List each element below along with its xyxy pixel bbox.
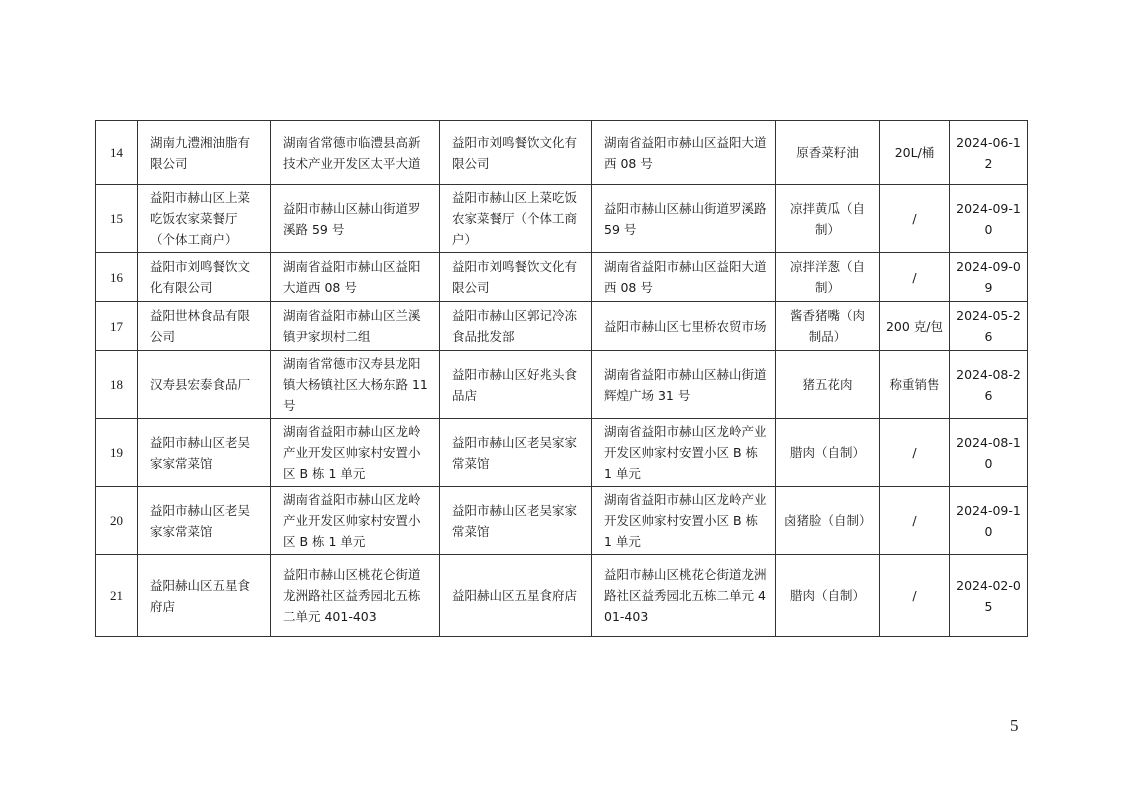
producer-address: 湖南省常德市临澧县高新技术产业开发区太平大道 xyxy=(271,121,440,185)
production-date: 2024-08-26 xyxy=(950,351,1028,419)
sampled-unit-name: 益阳市赫山区老吴家家常菜馆 xyxy=(440,487,592,555)
row-number: 15 xyxy=(96,185,138,253)
product-spec: 200 克/包 xyxy=(880,302,950,351)
row-number: 18 xyxy=(96,351,138,419)
producer-name: 汉寿县宏泰食品厂 xyxy=(138,351,271,419)
table-row xyxy=(96,253,1028,302)
row-number: 21 xyxy=(96,555,138,637)
producer-address: 益阳市赫山区赫山街道罗溪路 59 号 xyxy=(271,185,440,253)
sampled-unit-name: 益阳市赫山区郭记冷冻食品批发部 xyxy=(440,302,592,351)
sampled-unit-name: 益阳市赫山区好兆头食品店 xyxy=(440,351,592,419)
table-row xyxy=(96,121,1028,185)
product-name: 腊肉（自制） xyxy=(776,555,880,637)
producer-name: 益阳市刘鸣餐饮文化有限公司 xyxy=(138,253,271,302)
row-number: 19 xyxy=(96,419,138,487)
sampled-unit-address: 湖南省益阳市赫山区龙岭产业开发区帅家村安置小区 B 栋 1 单元 xyxy=(592,487,776,555)
product-spec: / xyxy=(880,555,950,637)
table-row xyxy=(96,351,1028,419)
production-date: 2024-09-10 xyxy=(950,185,1028,253)
production-date: 2024-05-26 xyxy=(950,302,1028,351)
production-date: 2024-08-10 xyxy=(950,419,1028,487)
sampled-unit-name: 益阳市赫山区上菜吃饭农家菜餐厅（个体工商户） xyxy=(440,185,592,253)
producer-address: 益阳市赫山区桃花仑街道龙洲路社区益秀园北五栋二单元 401-403 xyxy=(271,555,440,637)
production-date: 2024-06-12 xyxy=(950,121,1028,185)
table-row xyxy=(96,419,1028,487)
table-row xyxy=(96,555,1028,637)
table-row xyxy=(96,185,1028,253)
producer-name: 益阳市赫山区老吴家家常菜馆 xyxy=(138,419,271,487)
page-number: 5 xyxy=(1010,716,1019,735)
producer-name: 益阳世林食品有限公司 xyxy=(138,302,271,351)
sampled-unit-address: 益阳市赫山区赫山街道罗溪路 59 号 xyxy=(592,185,776,253)
producer-name: 益阳赫山区五星食府店 xyxy=(138,555,271,637)
table-row xyxy=(96,302,1028,351)
product-spec: / xyxy=(880,185,950,253)
producer-address: 湖南省益阳市赫山区益阳大道西 08 号 xyxy=(271,253,440,302)
producer-name: 湖南九澧湘油脂有限公司 xyxy=(138,121,271,185)
sampled-unit-name: 益阳市刘鸣餐饮文化有限公司 xyxy=(440,253,592,302)
producer-address: 湖南省常德市汉寿县龙阳镇大杨镇社区大杨东路 11 号 xyxy=(271,351,440,419)
product-name: 凉拌洋葱（自制） xyxy=(776,253,880,302)
row-number: 14 xyxy=(96,121,138,185)
producer-address: 湖南省益阳市赫山区兰溪镇尹家坝村二组 xyxy=(271,302,440,351)
production-date: 2024-09-10 xyxy=(950,487,1028,555)
sampled-unit-name: 益阳市刘鸣餐饮文化有限公司 xyxy=(440,121,592,185)
sampled-unit-name: 益阳赫山区五星食府店 xyxy=(440,555,592,637)
sampling-table xyxy=(95,120,1028,637)
product-name: 腊肉（自制） xyxy=(776,419,880,487)
sampled-unit-address: 湖南省益阳市赫山区赫山街道辉煌广场 31 号 xyxy=(592,351,776,419)
row-number: 17 xyxy=(96,302,138,351)
product-spec: / xyxy=(880,487,950,555)
product-spec: 称重销售 xyxy=(880,351,950,419)
sampled-unit-address: 益阳市赫山区七里桥农贸市场 xyxy=(592,302,776,351)
row-number: 16 xyxy=(96,253,138,302)
product-name: 猪五花肉 xyxy=(776,351,880,419)
sampled-unit-name: 益阳市赫山区老吴家家常菜馆 xyxy=(440,419,592,487)
sampled-unit-address: 湖南省益阳市赫山区龙岭产业开发区帅家村安置小区 B 栋 1 单元 xyxy=(592,419,776,487)
product-spec: / xyxy=(880,419,950,487)
product-name: 原香菜籽油 xyxy=(776,121,880,185)
production-date: 2024-02-05 xyxy=(950,555,1028,637)
producer-address: 湖南省益阳市赫山区龙岭产业开发区帅家村安置小区 B 栋 1 单元 xyxy=(271,419,440,487)
product-spec: 20L/桶 xyxy=(880,121,950,185)
sampled-unit-address: 湖南省益阳市赫山区益阳大道西 08 号 xyxy=(592,253,776,302)
table-row xyxy=(96,487,1028,555)
production-date: 2024-09-09 xyxy=(950,253,1028,302)
producer-name: 益阳市赫山区老吴家家常菜馆 xyxy=(138,487,271,555)
sampled-unit-address: 湖南省益阳市赫山区益阳大道西 08 号 xyxy=(592,121,776,185)
product-name: 酱香猪嘴（肉制品） xyxy=(776,302,880,351)
producer-address: 湖南省益阳市赫山区龙岭产业开发区帅家村安置小区 B 栋 1 单元 xyxy=(271,487,440,555)
product-name: 卤猪脸（自制） xyxy=(776,487,880,555)
product-name: 凉拌黄瓜（自制） xyxy=(776,185,880,253)
sampled-unit-address: 益阳市赫山区桃花仑街道龙洲路社区益秀园北五栋二单元 401-403 xyxy=(592,555,776,637)
row-number: 20 xyxy=(96,487,138,555)
product-spec: / xyxy=(880,253,950,302)
producer-name: 益阳市赫山区上菜吃饭农家菜餐厅（个体工商户） xyxy=(138,185,271,253)
